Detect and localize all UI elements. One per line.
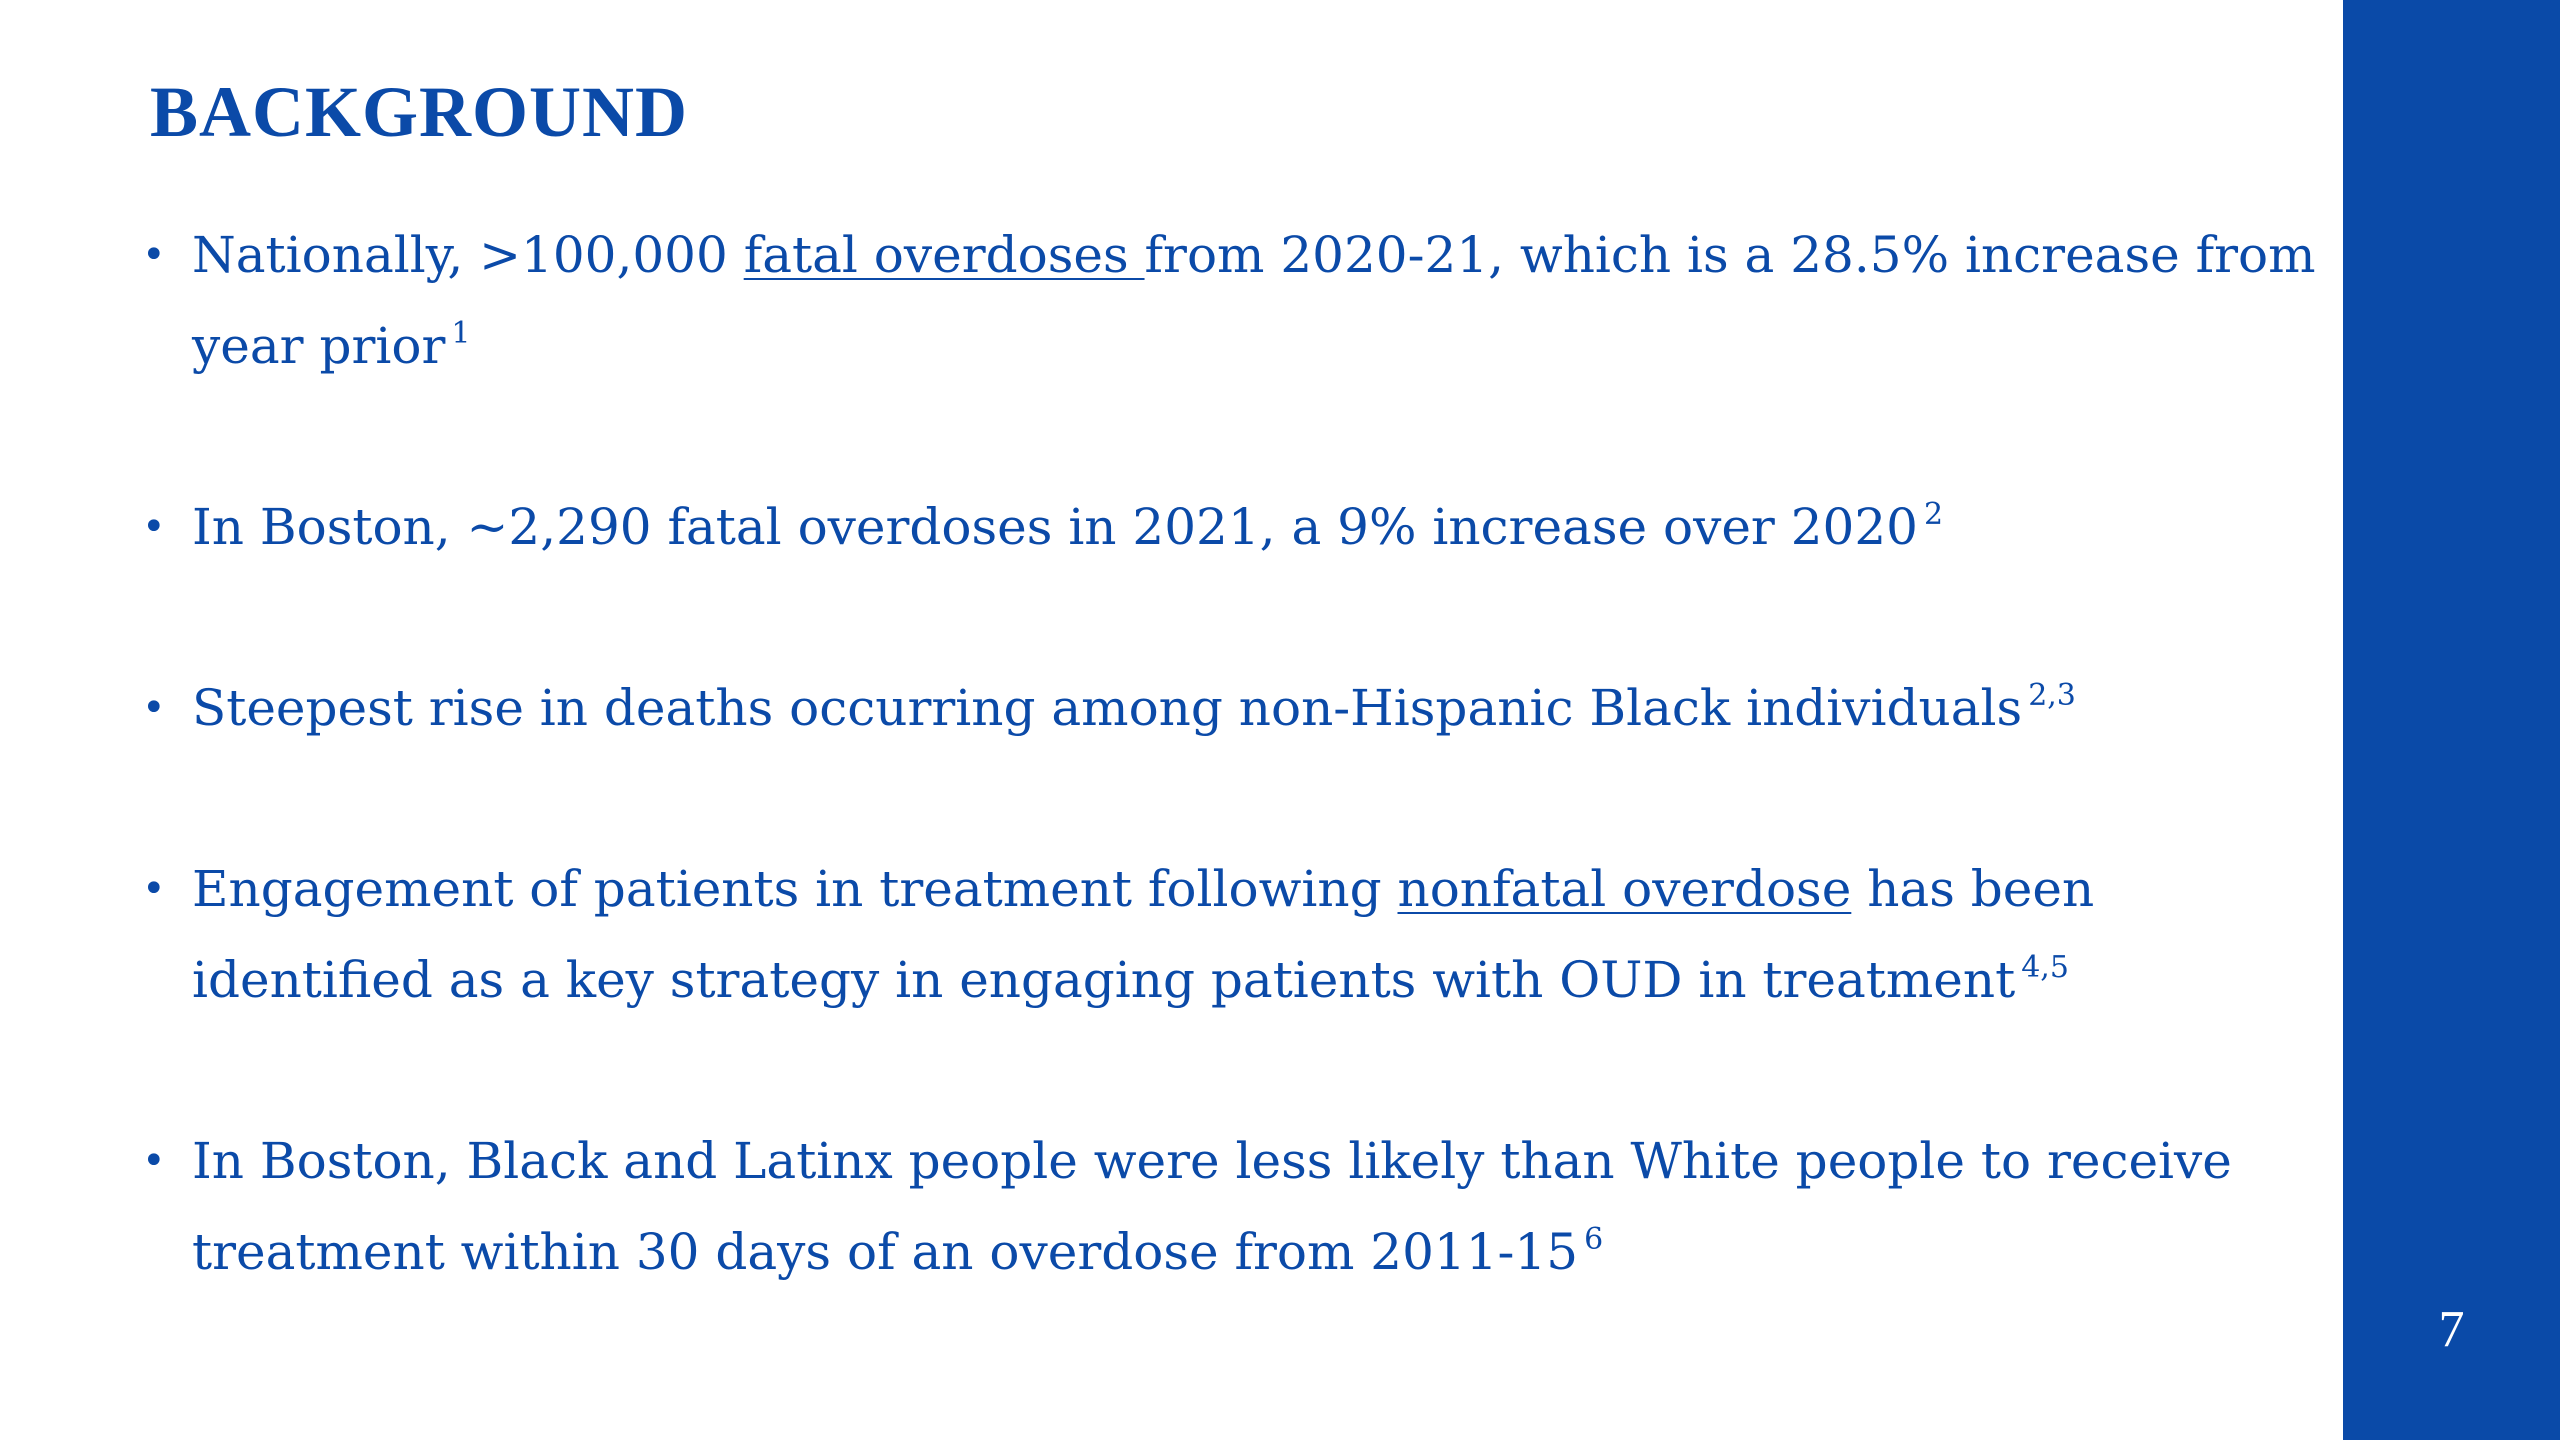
accent-sidebar <box>2343 0 2560 1440</box>
bullet-item-treatment-disparity <box>138 1116 2258 1298</box>
citation-superscript: 4,5 <box>2021 950 2069 985</box>
bullet-item-steepest-rise <box>138 663 2258 754</box>
bullet-dot-icon: • <box>142 685 166 731</box>
bullet-line <box>192 935 2258 1026</box>
bullet-text: from 2020-21, which is a 28.5% increase from <box>1144 226 2316 284</box>
bullet-text: year prior <box>192 317 446 375</box>
bullet-item-engagement <box>138 844 2258 1026</box>
bullet-item-national-overdoses <box>138 210 2316 392</box>
bullet-text: Nationally, >100,000 <box>192 226 744 284</box>
bullet-line <box>192 663 2258 754</box>
page-number: 7 <box>2438 1301 2465 1358</box>
bullet-line <box>192 1207 2258 1298</box>
fatal-overdoses-link[interactable]: fatal overdoses <box>743 226 1145 284</box>
citation-superscript: 2,3 <box>2028 678 2076 713</box>
bullet-line <box>192 482 2258 573</box>
bullet-dot-icon: • <box>142 232 166 278</box>
bullet-text: In Boston, Black and Latinx people were less likely than White people to receive <box>192 1132 2232 1190</box>
bullet-line <box>192 301 2258 392</box>
bullet-line <box>192 1116 2258 1207</box>
citation-superscript: 6 <box>1584 1222 1604 1257</box>
bullet-text: identified as a key strategy in engaging patients with OUD in treatment <box>192 951 2016 1009</box>
bullet-line <box>192 844 2258 935</box>
bullet-text: Steepest rise in deaths occurring among non-Hispanic Black individuals <box>192 679 2023 737</box>
bullet-text: has been <box>1851 860 2095 918</box>
bullet-dot-icon: • <box>142 504 166 550</box>
slide-title: BACKGROUND <box>150 72 689 152</box>
bullet-text: In Boston, ~2,290 fatal overdoses in 2021, a 9% increase over 2020 <box>192 498 1918 556</box>
bullet-text: treatment within 30 days of an overdose from 2011-15 <box>192 1223 1579 1281</box>
bullet-text: Engagement of patients in treatment following <box>192 860 1398 918</box>
bullet-dot-icon: • <box>142 1138 166 1184</box>
citation-superscript: 2 <box>1923 497 1944 532</box>
nonfatal-overdose-link[interactable]: nonfatal overdose <box>1397 860 1852 918</box>
bullet-list <box>138 210 2316 1298</box>
bullet-dot-icon: • <box>142 866 166 912</box>
bullet-item-boston-overdoses <box>138 482 2258 573</box>
bullet-line <box>192 210 2316 301</box>
citation-superscript: 1 <box>451 316 471 351</box>
